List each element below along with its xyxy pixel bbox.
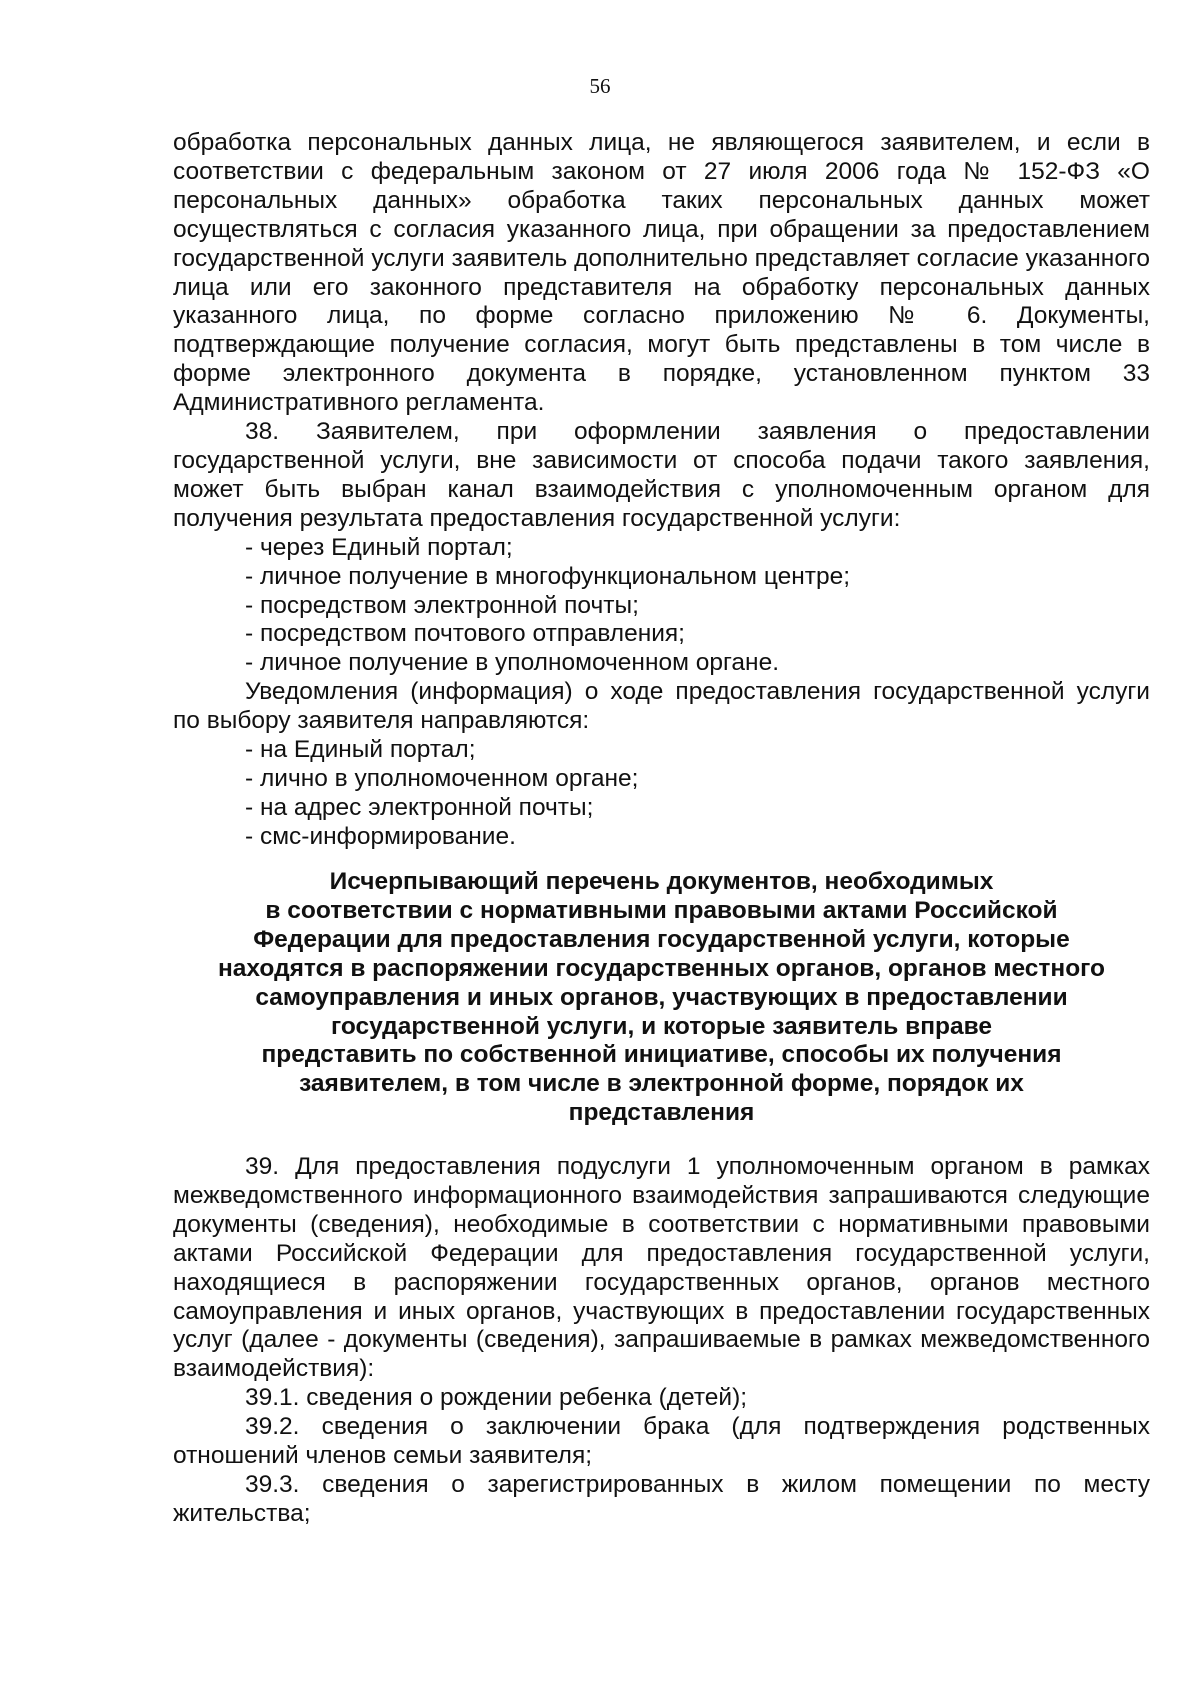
- heading-line: представления: [568, 1099, 755, 1127]
- heading-line: Исчерпывающий перечень документов, необходимых: [329, 868, 994, 895]
- heading-line: находятся в распоряжении государственных органов, органов местного: [217, 954, 1106, 982]
- page-number: 56: [589, 74, 611, 98]
- list-item: - посредством почтового отправления;: [245, 620, 685, 648]
- section-heading: [173, 868, 1150, 1128]
- item-39-2: 39.2. сведения о заключении брака (для подтверждения родственных отношений членов семьи заявителя;: [173, 1413, 1150, 1470]
- notifications-paragraph: Уведомления (информация) о ходе предоставления государственной услуги по выбору заявителя направляются:: [173, 678, 1150, 735]
- item-39-1: 39.1. сведения о рождении ребенка (детей);: [245, 1384, 748, 1412]
- list-item: - смс-информирование.: [245, 822, 516, 850]
- item-39-3: 39.3. сведения о зарегистрированных в жилом помещении по месту жительства;: [173, 1470, 1150, 1527]
- heading-line: Федерации для предоставления государственной услуги, которые: [253, 925, 1070, 953]
- heading-line: государственной услуги, и которые заявитель вправе: [330, 1012, 992, 1040]
- heading-line: заявителем, в том числе в электронной форме, порядок их: [299, 1070, 1024, 1098]
- list-item: - посредством электронной почты;: [245, 591, 639, 619]
- document-body-upper: [173, 129, 1150, 852]
- list-item: - лично в уполномоченном органе;: [245, 764, 639, 792]
- heading-line: представить по собственной инициативе, способы их получения: [261, 1041, 1062, 1069]
- list-item: - личное получение в уполномоченном органе.: [245, 649, 780, 677]
- notification-channels-list: [173, 736, 1150, 852]
- intro-paragraph: обработка персональных данных лица, не являющегося заявителем, и если в соответствии с федеральным законом от 27 июля 2006 года № 152-ФЗ «О персональных данных» обработка таких персональных данных может осуществляться с согласия указанного лица, при обращении за предоставлением государственной услуги заявитель дополнительно представляет согласие указанного лица или его законного представителя на обработку персональных данных указанного лица, по форме согласно приложению № 6. Документы, подтверждающие получение согласия, могут быть представлены в том числе в форме электронного документа в порядке, установленном пунктом 33 Административного регламента.: [173, 129, 1150, 417]
- list-item: - на адрес электронной почты;: [245, 793, 594, 821]
- document-body-lower: [173, 1153, 1150, 1529]
- heading-line: самоуправления и иных органов, участвующих в предоставлении: [255, 983, 1068, 1011]
- list-item: - через Единый портал;: [245, 533, 513, 561]
- heading-line: в соответствии с нормативными правовыми актами Российской: [265, 896, 1058, 924]
- list-item: - на Единый портал;: [245, 736, 476, 764]
- result-channels-list: [173, 534, 1150, 679]
- paragraph-39: 39. Для предоставления подуслуги 1 уполномоченным органом в рамках межведомственного информационного взаимодействия запрашиваются следующие документы (сведения), необходимые в соответствии с нормативными правовыми актами Российской Федерации для предоставления государственной услуги, находящиеся в распоряжении государственных органов, органов местного самоуправления и иных органов, участвующих в предоставлении государственных услуг (далее - документы (сведения), запрашиваемые в рамках межведомственного взаимодействия):: [173, 1153, 1150, 1383]
- paragraph-38: 38. Заявителем, при оформлении заявления о предоставлении государственной услуги, вне зависимости от способа подачи такого заявления, может быть выбран канал взаимодействия с уполномоченным органом для получения результата предоставления государственной услуги:: [173, 418, 1150, 532]
- list-item: - личное получение в многофункциональном центре;: [245, 562, 851, 590]
